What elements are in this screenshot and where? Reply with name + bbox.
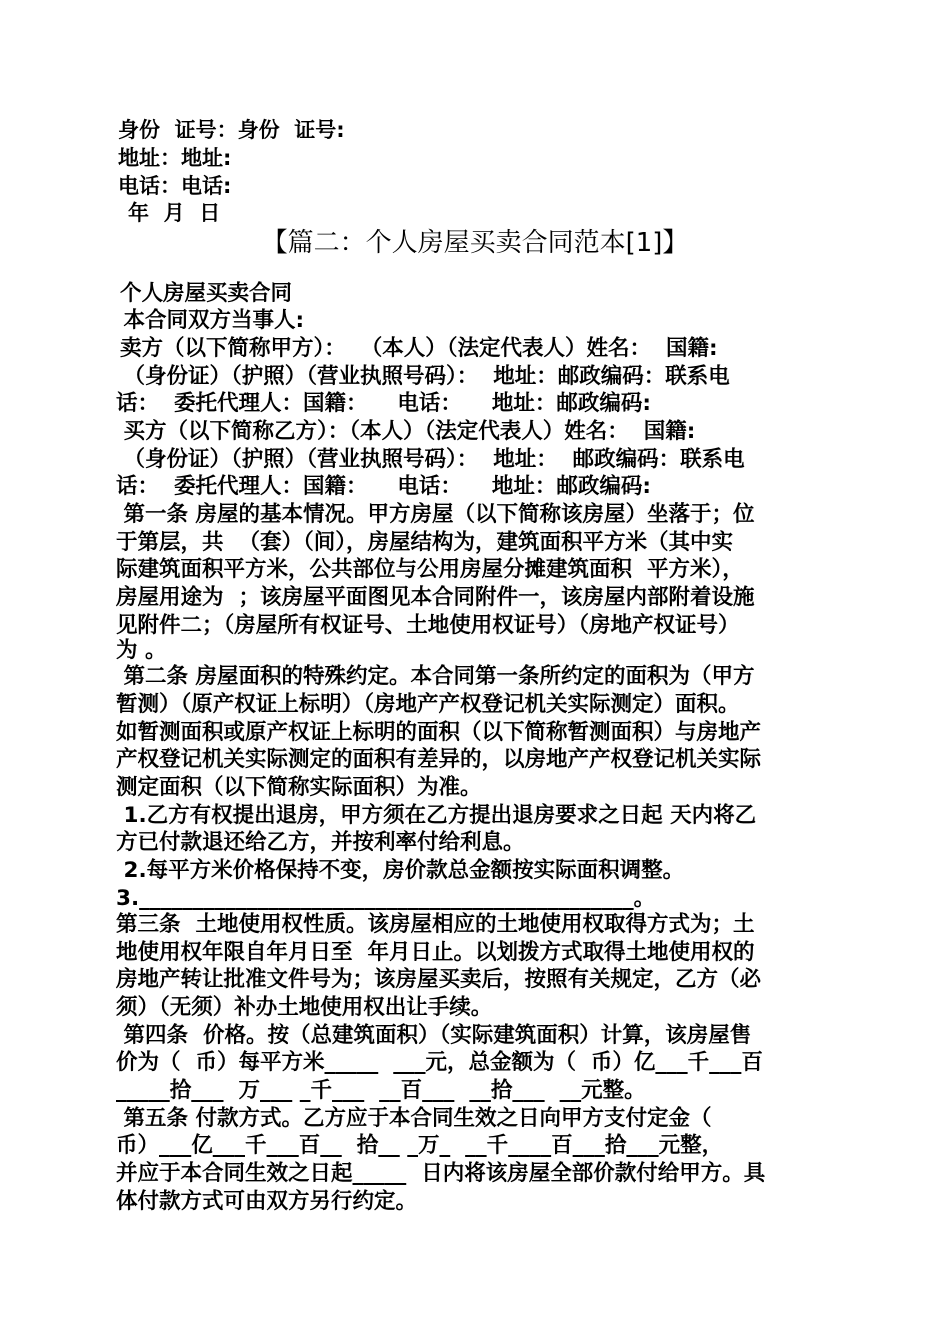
body-line: 为 。 [116, 638, 167, 663]
signature-phone-line: 电话：电话: [118, 174, 232, 198]
signature-date-line: 年 月 日 [128, 201, 221, 225]
body-line: 并应于本合同生效之日起_____ 日内将该房屋全部价款付给甲方。具 [116, 1161, 766, 1186]
clause-3-line: 3.______________________________________________。 [116, 886, 656, 911]
body-line: 话： 委托代理人：国籍： 电话： 地址：邮政编码: [116, 391, 651, 416]
body-line: 如暂测面积或原产权证上标明的面积（以下简称暂测面积）与房地产 [116, 720, 762, 745]
clause-2-line: 2.每平方米价格保持不变，房价款总金额按实际面积调整。 [116, 858, 685, 883]
clause-1-line: 1.乙方有权提出退房，甲方须在乙方提出退房要求之日起 天内将乙 [116, 803, 757, 828]
body-line: _____拾___ 万___ _千___ __百___ __拾___ __元整。 [116, 1078, 646, 1103]
body-line: 买方（以下简称乙方）：（本人）（法定代表人）姓名： 国籍: [116, 419, 696, 444]
article-3-heading-line: 第三条 土地使用权性质。该房屋相应的土地使用权取得方式为；土 [116, 912, 755, 937]
article-5-heading-line: 第五条 付款方式。乙方应于本合同生效之日向甲方支付定金（ [116, 1106, 712, 1131]
body-line: （身份证）（护照）（营业执照号码）： 地址： 邮政编码：联系电 [116, 447, 745, 472]
body-line: 测定面积（以下简称实际面积）为准。 [116, 775, 482, 800]
body-line: 币）___亿___千___百__ 拾__ _万_ __千____百___拾___元整， [116, 1133, 724, 1158]
signature-address-line: 地址：地址: [118, 146, 232, 170]
body-line: 须）（无须）补办土地使用权出让手续。 [116, 995, 493, 1020]
body-line: 价为（ 币）每平方米_____ ___元，总金额为（ 币）亿___千___百 [116, 1050, 763, 1075]
body-line: 暂测）（原产权证上标明）（房地产产权登记机关实际测定）面积。 [116, 692, 740, 717]
body-line: 房地产转让批准文件号为；该房屋买卖后，按照有关规定，乙方（必 [116, 967, 762, 992]
body-line: 地使用权年限自年月日至 年月日止。以划拨方式取得土地使用权的 [116, 940, 755, 965]
body-line: 房屋用途为 ；该房屋平面图见本合同附件一，该房屋内部附着设施 [116, 585, 755, 610]
body-line: （身份证）（护照）（营业执照号码）： 地址：邮政编码：联系电 [116, 364, 730, 389]
body-line: 产权登记机关实际测定的面积有差异的，以房地产产权登记机关实际 [116, 747, 762, 772]
section-heading: 【篇二：个人房屋买卖合同范本[1]】 [261, 228, 689, 258]
signature-id-line: 身份 证号：身份 证号: [118, 118, 345, 142]
body-line: 方已付款退还给乙方，并按利率付给利息。 [116, 830, 525, 855]
body-line: 话： 委托代理人：国籍： 电话： 地址：邮政编码: [116, 474, 651, 499]
contract-title: 个人房屋买卖合同 [120, 281, 293, 306]
body-line: 于第层，共 （套）（间），房屋结构为，建筑面积平方米（其中实 [116, 530, 733, 555]
body-line: 卖方（以下简称甲方）： （本人）（法定代表人）姓名： 国籍: [120, 336, 718, 361]
body-line: 见附件二；（房屋所有权证号、土地使用权证号）（房地产权证号） [116, 613, 740, 638]
body-line: 本合同双方当事人: [116, 308, 305, 333]
article-4-heading-line: 第四条 价格。按（总建筑面积）（实际建筑面积）计算，该房屋售 [116, 1023, 752, 1048]
article-2-heading-line: 第二条 房屋面积的特殊约定。本合同第一条所约定的面积为（甲方 [116, 664, 755, 689]
body-line: 际建筑面积平方米，公共部位与公用房屋分摊建筑面积 平方米）， [116, 557, 744, 582]
article-1-heading-line: 第一条 房屋的基本情况。甲方房屋（以下简称该房屋）坐落于；位 [116, 502, 755, 527]
body-line: 体付款方式可由双方另行约定。 [116, 1189, 418, 1214]
